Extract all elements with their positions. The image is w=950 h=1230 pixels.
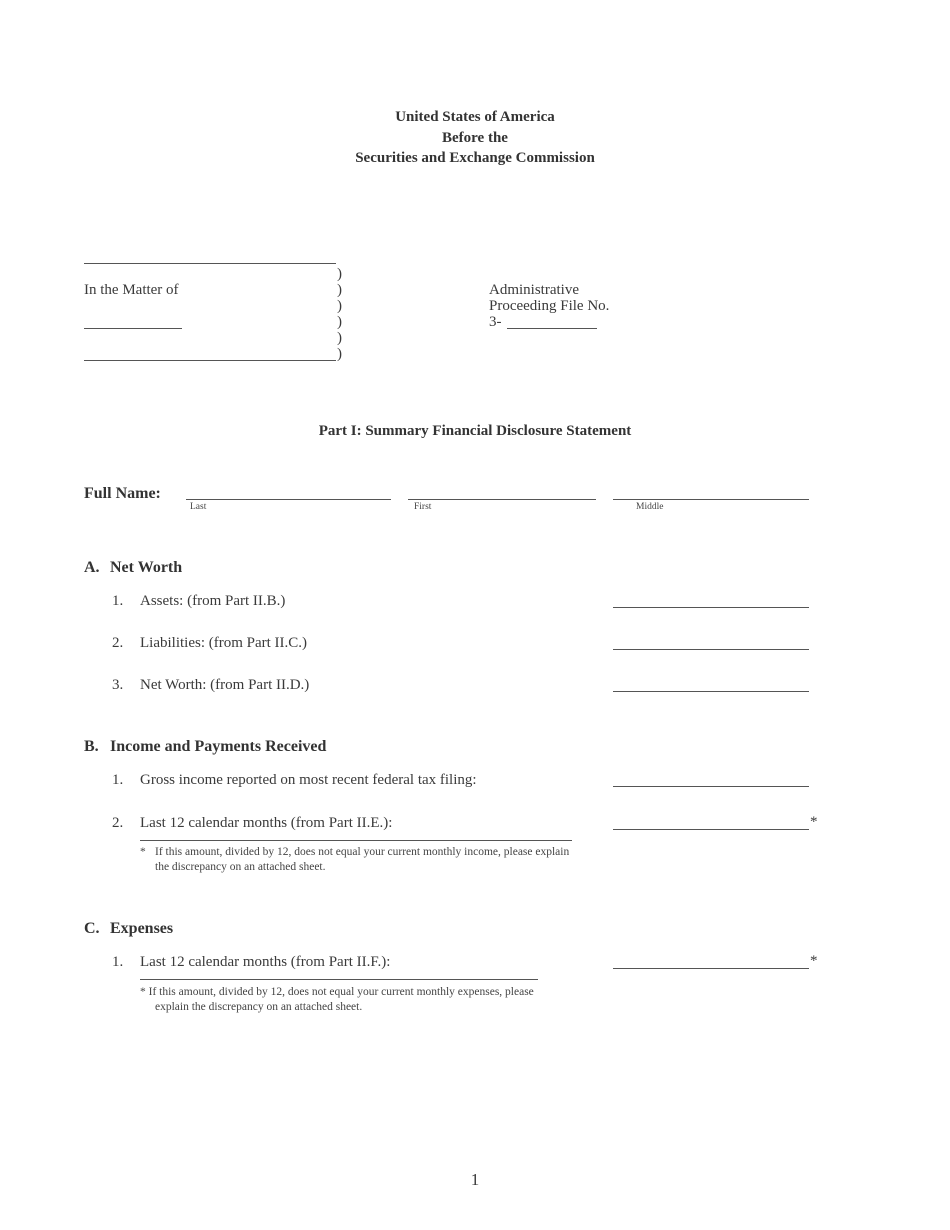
income-12-months-line	[613, 829, 809, 830]
income-note-line-1: If this amount, divided by 12, does not equal your current monthly income, please explain	[155, 846, 570, 858]
first-caption: First	[414, 502, 432, 512]
caption-paren: )	[337, 314, 342, 330]
first-name-line	[408, 499, 596, 500]
part-title: Part I: Summary Financial Disclosure Statement	[318, 423, 632, 439]
net-worth-field[interactable]	[613, 670, 809, 692]
expenses-note-line-2: explain the discrepancy on an attached sheet.	[155, 1001, 363, 1013]
section-a-letter: A.	[84, 559, 100, 576]
item-number: 2.	[112, 635, 124, 651]
last-name-line	[186, 499, 391, 500]
caption-paren: )	[337, 282, 342, 298]
expenses-asterisk: *	[810, 953, 818, 969]
assets-line	[613, 607, 809, 608]
caption-paren: )	[337, 330, 342, 346]
caption-paren: )	[337, 346, 342, 362]
liabilities-label: Liabilities: (from Part II.C.)	[140, 635, 308, 651]
income-12-months-label: Last 12 calendar months (from Part II.E.):	[140, 815, 393, 831]
matter-top-line	[84, 263, 336, 264]
middle-name-field[interactable]	[613, 478, 809, 500]
gross-income-field[interactable]	[613, 765, 809, 787]
admin-label-line-1: Administrative	[489, 282, 579, 298]
last-name-field[interactable]	[186, 478, 391, 500]
assets-label: Assets: (from Part II.B.)	[140, 593, 286, 609]
liabilities-field[interactable]	[613, 628, 809, 650]
caption-paren: )	[337, 298, 342, 314]
section-a-title: Net Worth	[110, 559, 183, 576]
caption-paren: )	[337, 266, 342, 282]
expenses-note-rule	[140, 979, 538, 980]
first-name-field[interactable]	[408, 478, 596, 500]
header-line-1: United States of America	[395, 109, 555, 125]
section-b-title: Income and Payments Received	[110, 738, 327, 755]
item-number: 1.	[112, 954, 124, 970]
income-asterisk: *	[810, 814, 818, 830]
expenses-note-line-1: * If this amount, divided by 12, does not equal your current monthly expenses, please	[140, 986, 534, 998]
item-number: 3.	[112, 677, 124, 693]
header-line-2: Before the	[442, 130, 508, 146]
liabilities-line	[613, 649, 809, 650]
header-line-3: Securities and Exchange Commission	[355, 150, 595, 166]
admin-label-line-2: Proceeding File No.	[489, 298, 610, 314]
income-note-line-2: the discrepancy on an attached sheet.	[155, 861, 326, 873]
respondent-name-line	[84, 328, 182, 329]
item-number: 2.	[112, 815, 124, 831]
net-worth-label: Net Worth: (from Part II.D.)	[140, 677, 310, 693]
income-12-months-field[interactable]	[613, 808, 809, 830]
matter-bottom-line	[84, 360, 336, 361]
file-number-prefix: 3-	[489, 314, 502, 330]
matter-label: In the Matter of	[84, 282, 179, 298]
income-note-rule	[140, 840, 572, 841]
assets-field[interactable]	[613, 586, 809, 608]
page-number: 1	[470, 1170, 480, 1189]
last-caption: Last	[190, 502, 207, 512]
file-number-line	[507, 328, 597, 329]
income-note-mark: *	[140, 846, 146, 858]
expenses-12-months-label: Last 12 calendar months (from Part II.F.):	[140, 954, 391, 970]
item-number: 1.	[112, 772, 124, 788]
net-worth-line	[613, 691, 809, 692]
gross-income-label: Gross income reported on most recent federal tax filing:	[140, 772, 477, 788]
section-c-letter: C.	[84, 920, 100, 937]
expenses-12-months-line	[613, 968, 809, 969]
middle-name-line	[613, 499, 809, 500]
section-b-letter: B.	[84, 738, 99, 755]
gross-income-line	[613, 786, 809, 787]
full-name-label: Full Name:	[84, 485, 161, 502]
middle-caption: Middle	[636, 502, 664, 512]
section-c-title: Expenses	[110, 920, 174, 937]
expenses-12-months-field[interactable]	[613, 947, 809, 969]
item-number: 1.	[112, 593, 124, 609]
